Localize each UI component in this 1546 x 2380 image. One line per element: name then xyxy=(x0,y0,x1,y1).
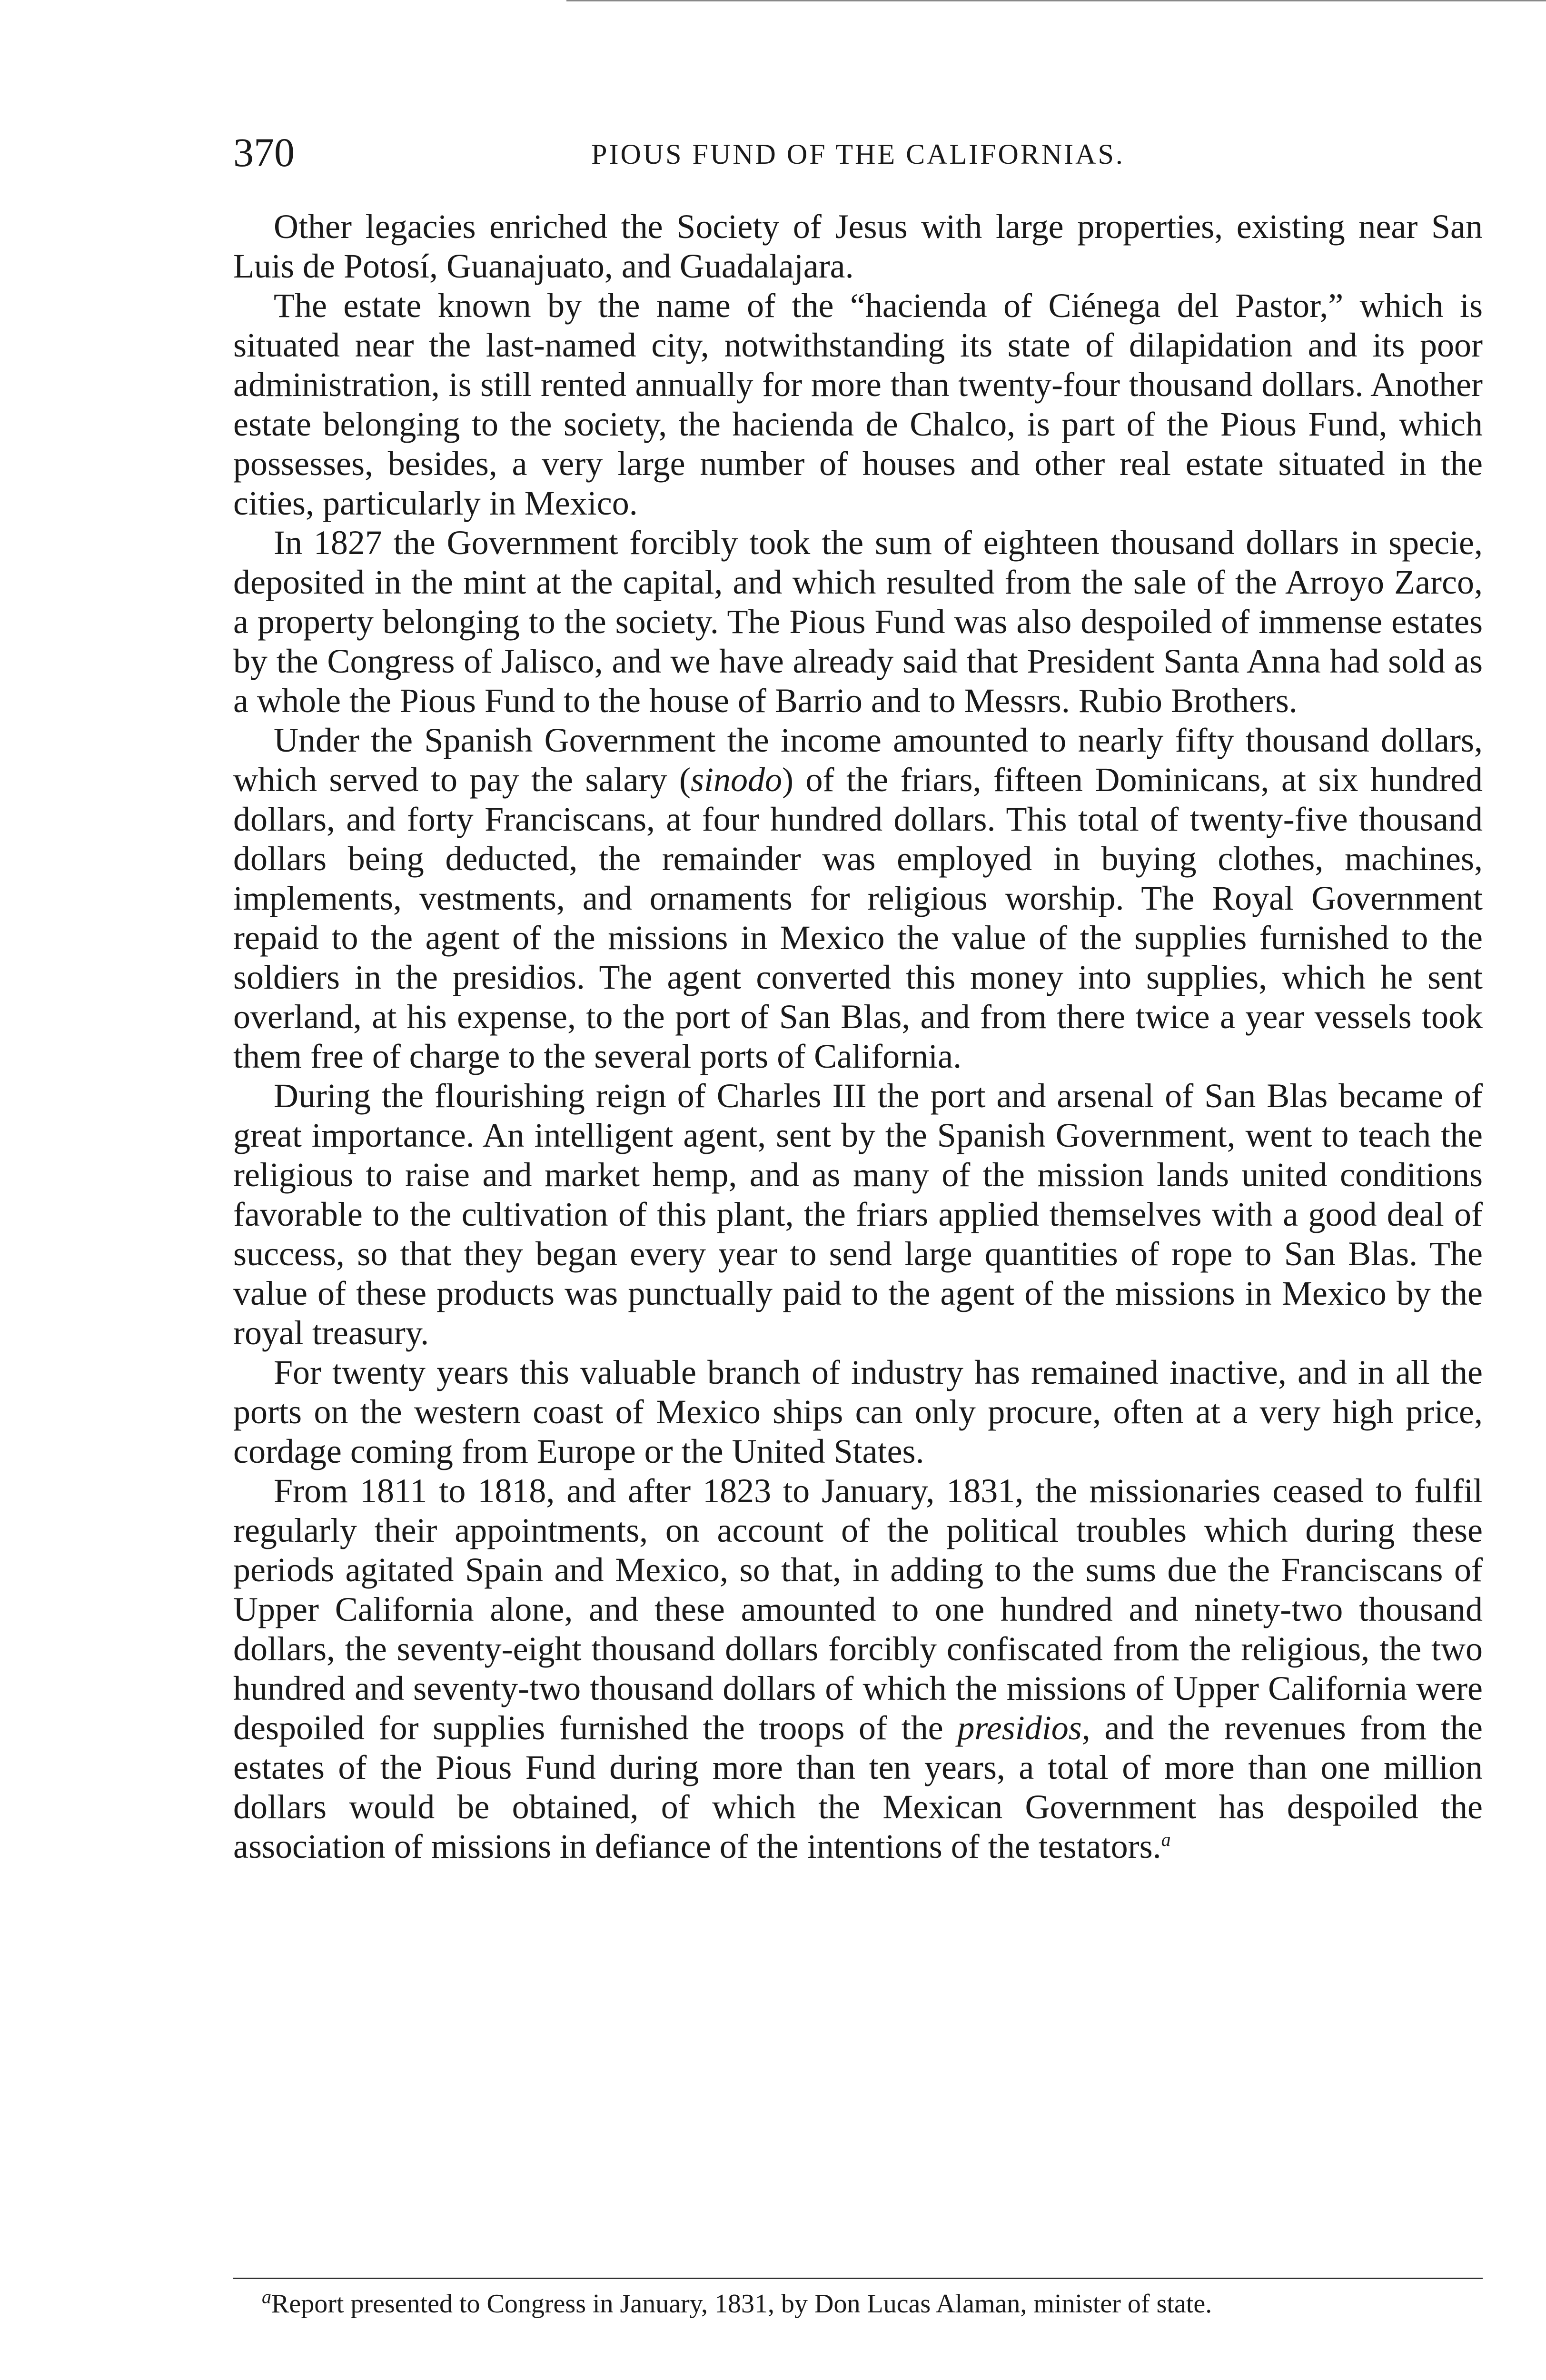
paragraph-7-text-after: , and the revenues from the estates of the Pious Fund during more than ten years, a total of more than one million dollars would be obtained, of which the Mexican Government has despoiled the association of missions in defiance of the intentions of the testators. xyxy=(233,1709,1483,1865)
paragraph-4-text-after: ) of the friars, fifteen Dominicans, at six hundred dollars, and forty Franciscans, at four hundred dollars. This total of twenty-five thousand dollars being deducted, the remainder was employed in buying clothes, machines, implements, vestments, and ornaments for religious worship. The Royal Government repaid to the agent of the missions in Mexico the value of the supplies furnished to the soldiers in the presidios. The agent converted this money into supplies, which he sent overland, at his expense, to the port of San Blas, and from there twice a year vessels took them free of charge to the several ports of California. xyxy=(233,761,1483,1075)
paragraph-3: In 1827 the Government forcibly took the sum of eighteen thousand dollars in specie, deposited in the mint at the capital, and which resulted from the sale of the Arroyo Zarco, a property belonging to the society. The Pious Fund was also despoiled of immense estates by the Congress of Jalisco, and we have already said that President Santa Anna had sold as a whole the Pious Fund to the house of Barrio and to Messrs. Rubio Brothers. xyxy=(233,524,1483,720)
paragraph-2: The estate known by the name of the “hacienda of Ciénega del Pastor,” which is situated near the last-named city, notwithstanding its state of dilapidation and its poor administration, is still rented annually for more than twenty-four thousand dollars. Another estate belonging to the society, the hacienda de Chalco, is part of the Pious Fund, which possesses, besides, a very large number of houses and other real estate situated in the cities, particularly in Mexico. xyxy=(233,287,1483,522)
footnote-marker: a xyxy=(262,2286,271,2308)
paragraph-6: For twenty years this valuable branch of industry has remained inactive, and in all the ports on the western coast of Mexico ships can only procure, often at a very high price, cordage coming from Europe or the United States. xyxy=(233,1353,1483,1470)
body-text xyxy=(233,207,1483,1866)
footnote-divider xyxy=(233,2278,1483,2279)
paragraph-4-italic-term: sinodo xyxy=(691,761,783,799)
paragraph-1: Other legacies enriched the Society of Jesus with large properties, existing near San Luis de Potosí, Guanajuato, and Guadalajara. xyxy=(233,208,1483,285)
paragraph-4-text-before: Under the Spanish Government the income amounted to nearly fifty thousand dollars, which served to pay the salary ( xyxy=(233,721,1483,799)
paragraph-5: During the flourishing reign of Charles III the port and arsenal of San Blas became of great importance. An intelligent agent, sent by the Spanish Government, went to teach the religious to raise and market hemp, and as many of the mission lands united conditions favorable to the cultivation of this plant, the friars applied themselves with a good deal of success, so that they began every year to send large quantities of rope to San Blas. The value of these products was punctually paid to the agent of the missions in Mexico by the royal treasury. xyxy=(233,1077,1483,1352)
paragraph-4 xyxy=(233,721,1483,1076)
page-header xyxy=(233,129,1483,181)
paragraph-7-italic-term: presidios xyxy=(957,1709,1082,1747)
footnote-area xyxy=(233,2278,1483,2319)
footnote-reference-marker: a xyxy=(1161,1829,1171,1850)
page-number: 370 xyxy=(233,129,295,175)
footnote-text: Report presented to Congress in January, 1831, by Don Lucas Alaman, minister of state. xyxy=(271,2289,1212,2319)
paragraph-7-text-before: From 1811 to 1818, and after 1823 to January, 1831, the missionaries ceased to fulfil regularly their appointments, on account of the political troubles which during these periods agitated Spain and Mexico, so that, in adding to the sums due the Franciscans of Upper California alone, and these amounted to one hundred and ninety-two thousand dollars, the seventy-eight thousand dollars forcibly confiscated from the religious, the two hundred and seventy-two thousand dollars of which the missions of Upper California were despoiled for supplies furnished the troops of the xyxy=(233,1472,1483,1747)
footnote xyxy=(233,2286,1483,2319)
top-border-rule xyxy=(566,0,1546,1)
running-title: PIOUS FUND OF THE CALIFORNIAS. xyxy=(591,139,1125,170)
paragraph-7 xyxy=(233,1471,1483,1866)
